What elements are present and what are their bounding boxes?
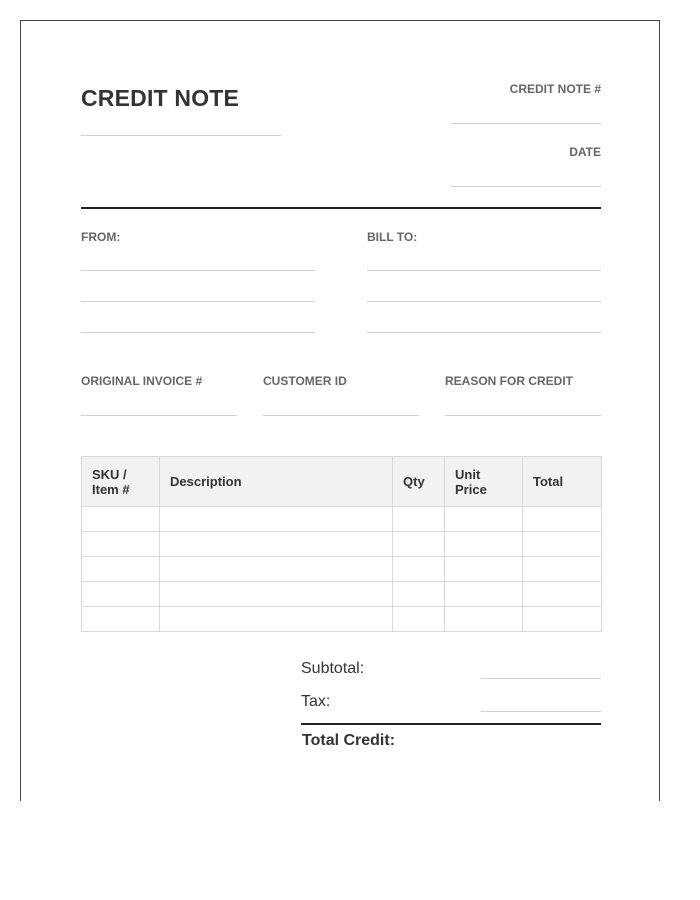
table-cell[interactable] xyxy=(160,507,393,532)
table-row xyxy=(82,507,602,532)
bill-to-line-3[interactable] xyxy=(367,332,601,333)
table-cell[interactable] xyxy=(82,507,160,532)
reason-for-credit-field[interactable] xyxy=(445,415,601,416)
from-line-2[interactable] xyxy=(81,301,315,302)
subtotal-field[interactable] xyxy=(481,678,601,679)
table-cell[interactable] xyxy=(523,557,602,582)
totals-divider xyxy=(301,723,601,725)
customer-id-field[interactable] xyxy=(263,415,419,416)
bill-to-label: BILL TO: xyxy=(367,230,418,244)
table-cell[interactable] xyxy=(523,507,602,532)
table-cell[interactable] xyxy=(445,557,523,582)
table-cell[interactable] xyxy=(393,582,445,607)
document-title: CREDIT NOTE xyxy=(81,85,240,111)
credit-note-sheet xyxy=(20,20,660,801)
credit-note-number-label: CREDIT NOTE # xyxy=(509,82,601,96)
original-invoice-label: ORIGINAL INVOICE # xyxy=(81,374,203,388)
table-cell[interactable] xyxy=(82,607,160,632)
bill-to-line-1[interactable] xyxy=(367,270,601,271)
table-cell[interactable] xyxy=(445,532,523,557)
title-underline xyxy=(81,135,281,136)
from-line-1[interactable] xyxy=(81,270,315,271)
column-header-description: Description xyxy=(160,457,393,507)
table-cell[interactable] xyxy=(445,607,523,632)
from-line-3[interactable] xyxy=(81,332,315,333)
items-table-header xyxy=(82,457,602,507)
table-row xyxy=(82,607,602,632)
table-cell[interactable] xyxy=(393,507,445,532)
table-row xyxy=(82,582,602,607)
column-header-sku: SKU / Item # xyxy=(82,457,160,507)
header-divider xyxy=(81,207,601,209)
table-cell[interactable] xyxy=(445,507,523,532)
table-cell[interactable] xyxy=(445,582,523,607)
column-header-qty: Qty xyxy=(393,457,445,507)
column-header-total: Total xyxy=(523,457,602,507)
table-row xyxy=(82,557,602,582)
table-cell[interactable] xyxy=(82,557,160,582)
items-table xyxy=(81,456,602,632)
credit-note-number-field[interactable] xyxy=(451,123,601,124)
original-invoice-field[interactable] xyxy=(81,415,237,416)
from-label: FROM: xyxy=(81,230,121,244)
total-credit-label: Total Credit: xyxy=(302,732,396,749)
table-cell[interactable] xyxy=(393,607,445,632)
tax-label: Tax: xyxy=(301,693,331,710)
table-row xyxy=(82,532,602,557)
customer-id-label: CUSTOMER ID xyxy=(263,374,347,388)
table-cell[interactable] xyxy=(393,532,445,557)
table-cell[interactable] xyxy=(160,532,393,557)
table-cell[interactable] xyxy=(523,582,602,607)
table-cell[interactable] xyxy=(82,582,160,607)
table-cell[interactable] xyxy=(160,582,393,607)
table-cell[interactable] xyxy=(393,557,445,582)
tax-field[interactable] xyxy=(481,711,601,712)
table-cell[interactable] xyxy=(523,607,602,632)
table-cell[interactable] xyxy=(523,532,602,557)
table-cell[interactable] xyxy=(160,607,393,632)
date-field[interactable] xyxy=(451,186,601,187)
subtotal-label: Subtotal: xyxy=(301,660,365,677)
table-cell[interactable] xyxy=(82,532,160,557)
column-header-unit-price: Unit Price xyxy=(445,457,523,507)
reason-for-credit-label: REASON FOR CREDIT xyxy=(445,374,574,388)
table-cell[interactable] xyxy=(160,557,393,582)
date-label: DATE xyxy=(569,145,601,159)
bill-to-line-2[interactable] xyxy=(367,301,601,302)
